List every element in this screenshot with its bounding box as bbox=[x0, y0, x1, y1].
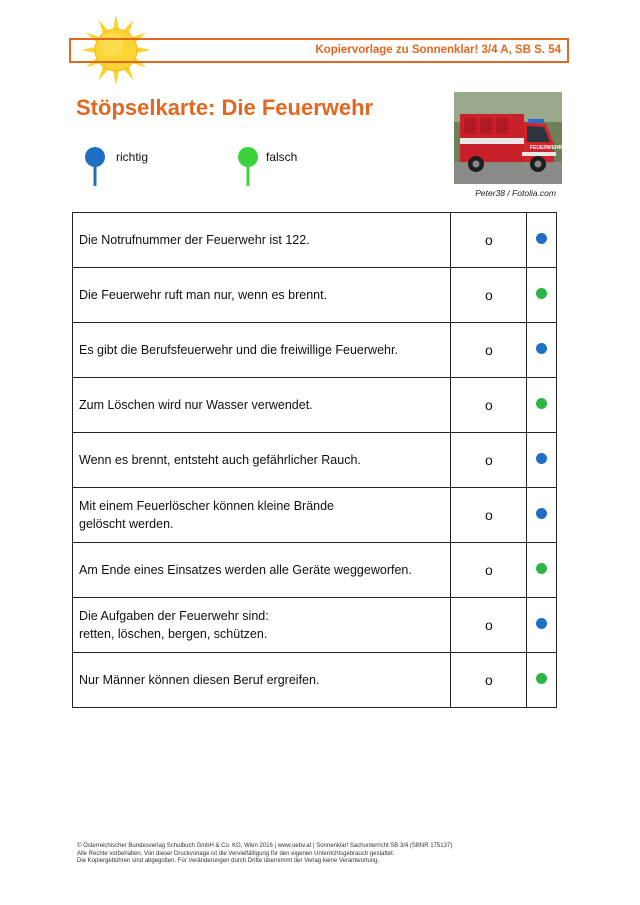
blue-pin-icon bbox=[84, 146, 106, 186]
green-dot-icon bbox=[536, 288, 547, 299]
blue-dot-icon bbox=[536, 508, 547, 519]
sun-ray bbox=[113, 15, 119, 30]
blue-dot-icon bbox=[536, 453, 547, 464]
blue-dot-icon bbox=[536, 343, 547, 354]
solution-dot-cell bbox=[527, 433, 557, 488]
solution-dot-cell bbox=[527, 213, 557, 268]
footer bbox=[77, 843, 597, 866]
green-pin-icon bbox=[237, 146, 259, 186]
statement-line: Nur Männer können diesen Beruf ergreifen. bbox=[79, 673, 320, 687]
solution-dot-cell bbox=[527, 488, 557, 543]
statement-text bbox=[73, 213, 451, 268]
answer-hole[interactable]: o bbox=[451, 378, 527, 433]
sun-ray bbox=[113, 70, 119, 85]
footer-line: © Österreichischer Bundesverlag Schulbuch GmbH & Co. KG, Wien 2016 | www.oebv.at | Sonnenklar! Sachunterricht SB 3/4 (SBNR 175137) bbox=[77, 843, 453, 849]
statement-text bbox=[73, 653, 451, 708]
photo-credit: Peter38 / Fotolia.com bbox=[475, 188, 556, 198]
table-row bbox=[73, 323, 557, 378]
solution-dot-cell bbox=[527, 653, 557, 708]
fire-truck-photo bbox=[454, 92, 562, 184]
header-banner bbox=[69, 38, 569, 63]
statement-line: retten, löschen, bergen, schützen. bbox=[79, 627, 268, 641]
answer-hole[interactable]: o bbox=[451, 543, 527, 598]
table-row bbox=[73, 653, 557, 708]
statement-line: Mit einem Feuerlöscher können kleine Brände bbox=[79, 499, 334, 513]
answer-hole[interactable]: o bbox=[451, 268, 527, 323]
statement-text bbox=[73, 488, 451, 543]
footer-line: Die Kopiergebühren sind abgegolten. Für Veränderungen durch Dritte übernimmt der Verlag keine Verantwortung. bbox=[77, 858, 380, 864]
truck-text: FEUERWEHR bbox=[530, 145, 562, 151]
statement-text bbox=[73, 543, 451, 598]
statement-line: Die Notrufnummer der Feuerwehr ist 122. bbox=[79, 233, 310, 247]
statement-line: Zum Löschen wird nur Wasser verwendet. bbox=[79, 398, 313, 412]
page-title: Stöpselkarte: Die Feuerwehr bbox=[76, 95, 374, 120]
green-dot-icon bbox=[536, 398, 547, 409]
table-row bbox=[73, 213, 557, 268]
solution-dot-cell bbox=[527, 378, 557, 433]
statement-line: gelöscht werden. bbox=[79, 517, 174, 531]
legend-wrong-label: falsch bbox=[266, 150, 298, 164]
statement-line: Am Ende eines Einsatzes werden alle Geräte weggeworfen. bbox=[79, 563, 412, 577]
statement-line: Wenn es brennt, entsteht auch gefährlicher Rauch. bbox=[79, 453, 361, 467]
answer-hole[interactable]: o bbox=[451, 433, 527, 488]
table-row bbox=[73, 433, 557, 488]
solution-dot-cell bbox=[527, 323, 557, 378]
statement-text bbox=[73, 378, 451, 433]
solution-dot-cell bbox=[527, 598, 557, 653]
green-dot-icon bbox=[536, 673, 547, 684]
answer-hole[interactable]: o bbox=[451, 323, 527, 378]
statement-text bbox=[73, 433, 451, 488]
statement-text bbox=[73, 598, 451, 653]
solution-dot-cell bbox=[527, 268, 557, 323]
answer-hole[interactable]: o bbox=[451, 598, 527, 653]
answer-hole[interactable]: o bbox=[451, 488, 527, 543]
answer-hole[interactable]: o bbox=[451, 653, 527, 708]
legend-correct-label: richtig bbox=[116, 150, 149, 164]
solution-dot-cell bbox=[527, 543, 557, 598]
table-row bbox=[73, 378, 557, 433]
green-dot-icon bbox=[536, 563, 547, 574]
footer-line: Alle Rechte vorbehalten. Von dieser Druckvorlage ist die Vervielfältigung für den eigenen Unterrichtsgebrauch gestattet. bbox=[77, 850, 395, 857]
table-row bbox=[73, 488, 557, 543]
statement-text bbox=[73, 268, 451, 323]
blue-dot-icon bbox=[536, 233, 547, 244]
statement-line: Die Feuerwehr ruft man nur, wenn es brennt. bbox=[79, 288, 328, 302]
blue-dot-icon bbox=[536, 618, 547, 629]
table-row bbox=[73, 268, 557, 323]
statement-line: Es gibt die Berufsfeuerwehr und die freiwillige Feuerwehr. bbox=[79, 343, 398, 357]
statement-line: Die Aufgaben der Feuerwehr sind: bbox=[79, 609, 269, 623]
header-title: Kopiervorlage zu Sonnenklar! 3/4 A, SB S. 54 bbox=[315, 44, 561, 56]
table-row bbox=[73, 598, 557, 653]
answer-hole[interactable]: o bbox=[451, 213, 527, 268]
statement-text bbox=[73, 323, 451, 378]
statement-table bbox=[72, 212, 557, 708]
table-row bbox=[73, 543, 557, 598]
